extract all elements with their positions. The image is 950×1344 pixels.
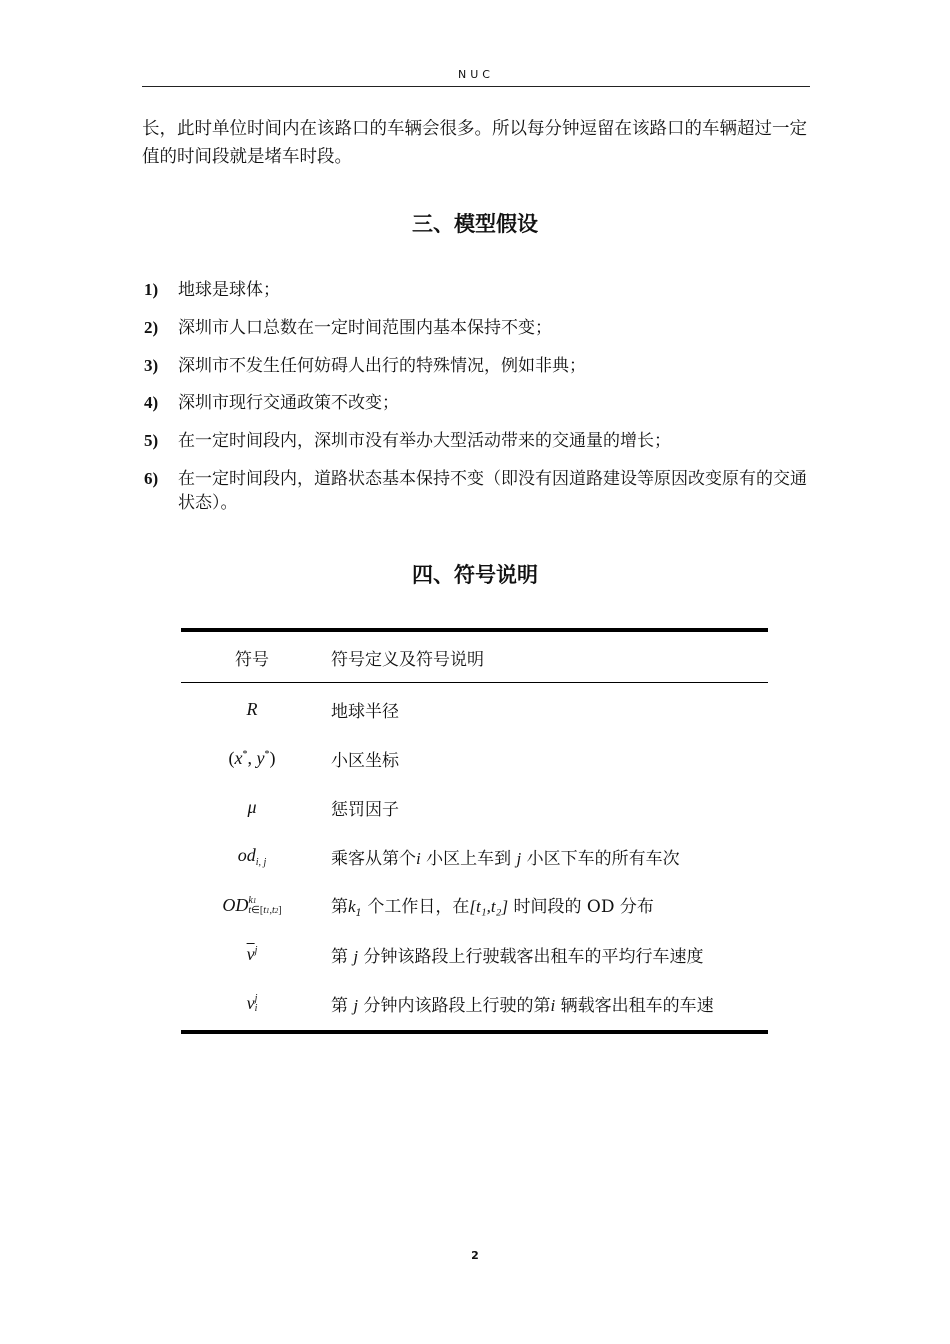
item-text: 深圳市人口总数在一定时间范围内基本保持不变； <box>178 317 552 338</box>
list-item <box>142 354 810 378</box>
item-number: 4) <box>144 393 159 413</box>
item-number: 5) <box>144 431 159 451</box>
intro-paragraph: 长，此时单位时间内在该路口的车辆会很多。所以每分钟逗留在该路口的车辆超过一定值的时间段就是堵车时段。 <box>142 119 807 167</box>
symbol-table <box>181 628 768 1034</box>
definition-cell: 小区坐标 <box>331 751 399 771</box>
symbol-OD-k: ODk1 t∈[t1,t2] <box>222 894 282 917</box>
section-title-assumptions: 三、模型假设 <box>412 212 538 236</box>
symbol-cell <box>181 685 323 734</box>
item-number: 3) <box>144 355 159 375</box>
list-item <box>142 278 810 302</box>
column-header-symbol: 符号 <box>181 632 323 683</box>
symbol-cell <box>181 979 323 1028</box>
definition-cell: 地球半径 <box>331 702 399 722</box>
header-rule <box>142 86 810 87</box>
section-title-symbols: 四、符号说明 <box>412 563 538 587</box>
table-header-row <box>181 632 768 683</box>
symbol-cell <box>181 783 323 832</box>
item-number: 6) <box>144 468 159 488</box>
symbol-vbar-j: $\overline{v}^j$ <box>246 944 258 964</box>
definition-cell: 惩罚因子 <box>331 800 399 820</box>
running-header: NUC <box>458 68 494 81</box>
table-row <box>181 930 768 979</box>
item-text: 地球是球体； <box>178 280 280 300</box>
table-row <box>181 783 768 832</box>
symbol-od-ij: $od_{i, j}$ <box>237 845 267 868</box>
list-item <box>142 467 810 515</box>
symbol-cell <box>181 930 323 979</box>
symbol-cell <box>181 832 323 881</box>
symbol-mu: μ <box>247 797 257 817</box>
symbol-cell <box>181 734 323 783</box>
definition-cell: 第 j 分钟该路段上行驶载客出租车的平均行车速度 <box>331 947 704 967</box>
definition-cell: 乘客从第个i 小区上车到 j 小区下车的所有车次 <box>331 849 680 869</box>
table-row <box>181 832 768 881</box>
definition-cell: 第$k_1$ 个工作日，在[t₁,t₂] 时间段的 OD 分布 <box>331 897 654 919</box>
list-item <box>142 391 810 415</box>
symbol-cell <box>181 881 323 930</box>
table-row <box>181 685 768 734</box>
assumption-list <box>142 278 810 529</box>
item-text: 在一定时间段内，道路状态基本保持不变（即没有因道路建设等原因改变原有的交通状态）。 <box>178 468 807 513</box>
item-text: 深圳市现行交通政策不改变； <box>178 393 399 414</box>
item-text: 在一定时间段内，深圳市没有举办大型活动带来的交通量的增长； <box>178 431 671 452</box>
list-item <box>142 429 810 453</box>
symbol-R: R <box>246 699 258 719</box>
symbol-v-ij: vj i <box>246 992 258 1015</box>
item-number: 1) <box>144 280 159 299</box>
symbol-xy-star: (x*, y*) <box>228 748 276 768</box>
column-header-definition: 符号定义及符号说明 <box>323 632 768 683</box>
definition-cell: 第 j 分钟内该路段上行驶的第i 辆载客出租车的车速 <box>331 996 714 1016</box>
list-item <box>142 316 810 340</box>
table-row <box>181 881 768 930</box>
table-row <box>181 734 768 783</box>
item-text: 深圳市不发生任何妨碍人出行的特殊情况，例如非典； <box>178 355 586 376</box>
page-number: 2 <box>471 1249 479 1262</box>
table-row <box>181 979 768 1028</box>
item-number: 2) <box>144 317 159 337</box>
